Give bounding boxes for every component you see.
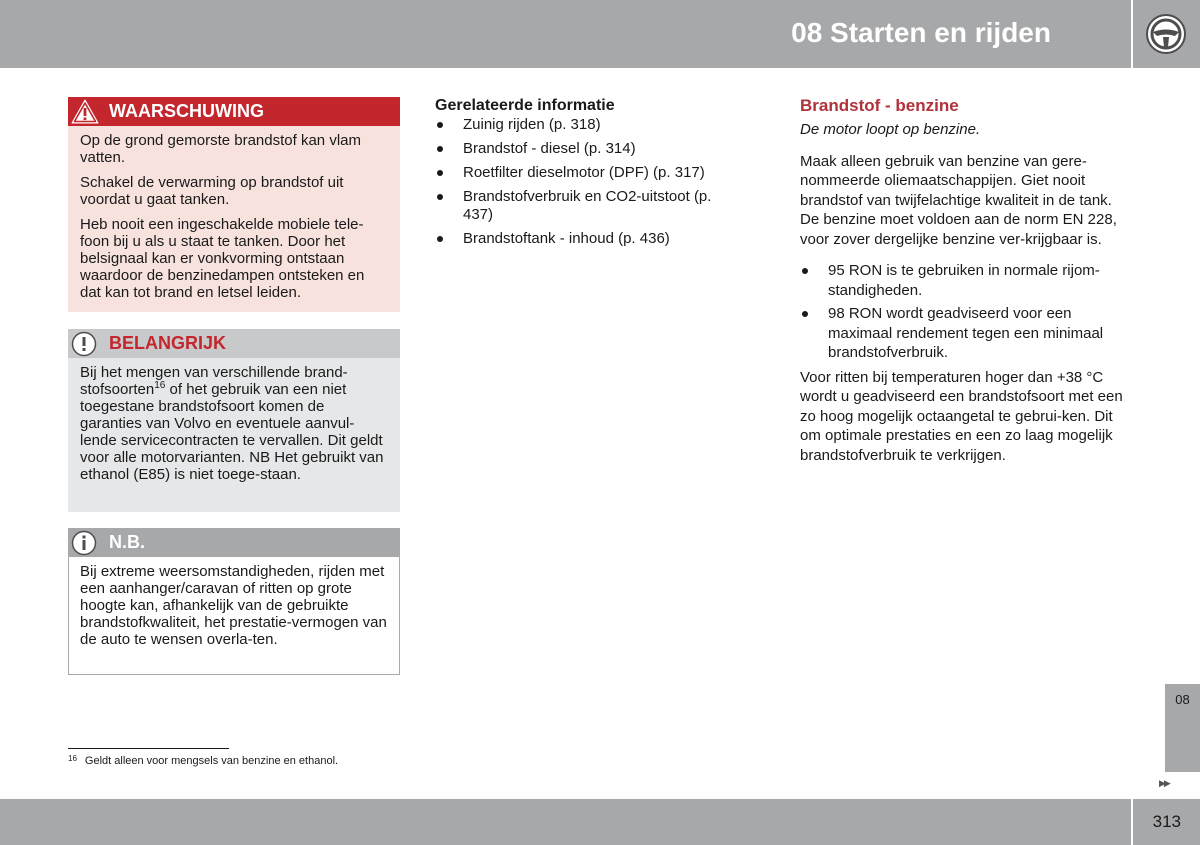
section-intro: Maak alleen gebruik van benzine van gere-nommeerde oliemaatschappijen. Giet nooit brandstof van twijfelachtige kwaliteit in de tank. De benzine moet voldoen aan de norm EN 228, voor zover dergelijke benzine ver-krijgbaar is. [800, 152, 1117, 248]
octane-list [800, 261, 1135, 363]
warning-title: WAARSCHUWING [109, 101, 264, 121]
note-box [68, 528, 400, 675]
related-list [435, 116, 735, 248]
footnote-number: 16 [68, 754, 77, 763]
important-body [68, 358, 400, 493]
warning-triangle-icon [71, 99, 99, 124]
warning-paragraph: Schakel de verwarming op brandstof uit voordat u gaat tanken. [80, 174, 344, 208]
footnote [68, 755, 338, 767]
octane-list-item: 95 RON is te gebruiken in normale rijom-standigheden. [800, 261, 1135, 300]
page-number: 313 [1152, 812, 1181, 831]
section-closing: Voor ritten bij temperaturen hoger dan +38 °C wordt u geadviseerd een brandstofsoort met een zo hoog mogelijk octaangetal te gebrui-ken. Dit om optimale prestaties en een zo laag mogelijk brandstofverbruik te verkrijgen. [800, 368, 1123, 464]
petrol-section [800, 95, 1135, 477]
chapter-side-tab-label: 08 [1175, 692, 1190, 707]
section-heading: Brandstof - benzine [800, 96, 959, 115]
note-title: N.B. [109, 532, 145, 552]
footnote-divider [68, 748, 229, 749]
important-text-start: Bij het mengen van verschillende brand-stofsoorten [80, 364, 348, 398]
related-link-item[interactable]: Brandstofverbruik en CO2-uitstoot (p. 437) [435, 188, 735, 224]
chapter-title: 08 Starten en rijden [791, 17, 1051, 48]
note-box-header [68, 528, 400, 557]
chapter-header-bar [0, 0, 1131, 68]
related-heading: Gerelateerde informatie [435, 97, 615, 114]
warning-paragraph: Op de grond gemorste brandstof kan vlam vatten. [80, 132, 361, 166]
warning-box [68, 97, 400, 312]
footnote-text: Geldt alleen voor mengsels van benzine en ethanol. [84, 755, 339, 767]
warning-box-header [68, 97, 400, 126]
octane-list-item: 98 RON wordt geadviseerd voor een maximaal rendement tegen een minimaal brandstofverbruik. [800, 304, 1135, 363]
important-paragraph [80, 364, 388, 483]
related-information [435, 96, 735, 254]
related-link-item[interactable]: Brandstoftank - inhoud (p. 436) [435, 230, 735, 248]
warning-paragraph: Heb nooit een ingeschakelde mobiele tele-foon bij u als u staat te tanken. Door het belsignaal kan er vonkvorming ontstaan waardoor de benzinedampen ontsteken en dat kan tot brand en letsel leiden. [80, 216, 365, 301]
exclamation-circle-icon [71, 331, 97, 357]
chapter-icon-box [1133, 0, 1200, 68]
footer-bar [0, 799, 1131, 845]
important-box [68, 329, 400, 512]
note-paragraph: Bij extreme weersomstandigheden, rijden met een aanhanger/caravan of ritten op grote hoogte kan, afhankelijk van de gebruikte brandstofkwaliteit, het prestatie-vermogen van de auto te wensen overla-ten. [80, 563, 387, 648]
important-title: BELANGRIJK [109, 333, 227, 353]
chapter-side-tab[interactable] [1165, 684, 1200, 772]
warning-body [68, 126, 400, 311]
important-box-header [68, 329, 400, 358]
related-link-item[interactable]: Zuinig rijden (p. 318) [435, 116, 735, 134]
info-circle-icon [71, 530, 97, 556]
related-link-item[interactable]: Roetfilter dieselmotor (DPF) (p. 317) [435, 164, 735, 182]
important-text-end: of het gebruik van een niet toegestane brandstofsoort komen de garanties van Volvo en eventuele aanvul-lende servicecontracten te vervallen. Dit geldt voor alle motorvarianten. NB Het gebruikt van ethanol (E85) is niet toege-staan. [80, 381, 384, 483]
note-body [69, 557, 399, 658]
page-number-box [1133, 799, 1200, 845]
section-subtitle: De motor loopt op benzine. [800, 121, 981, 138]
related-link-item[interactable]: Brandstof - diesel (p. 314) [435, 140, 735, 158]
next-page-arrows-icon: ▶▶ [1159, 778, 1169, 788]
steering-wheel-icon [1145, 13, 1187, 55]
footnote-reference: 16 [154, 380, 166, 391]
